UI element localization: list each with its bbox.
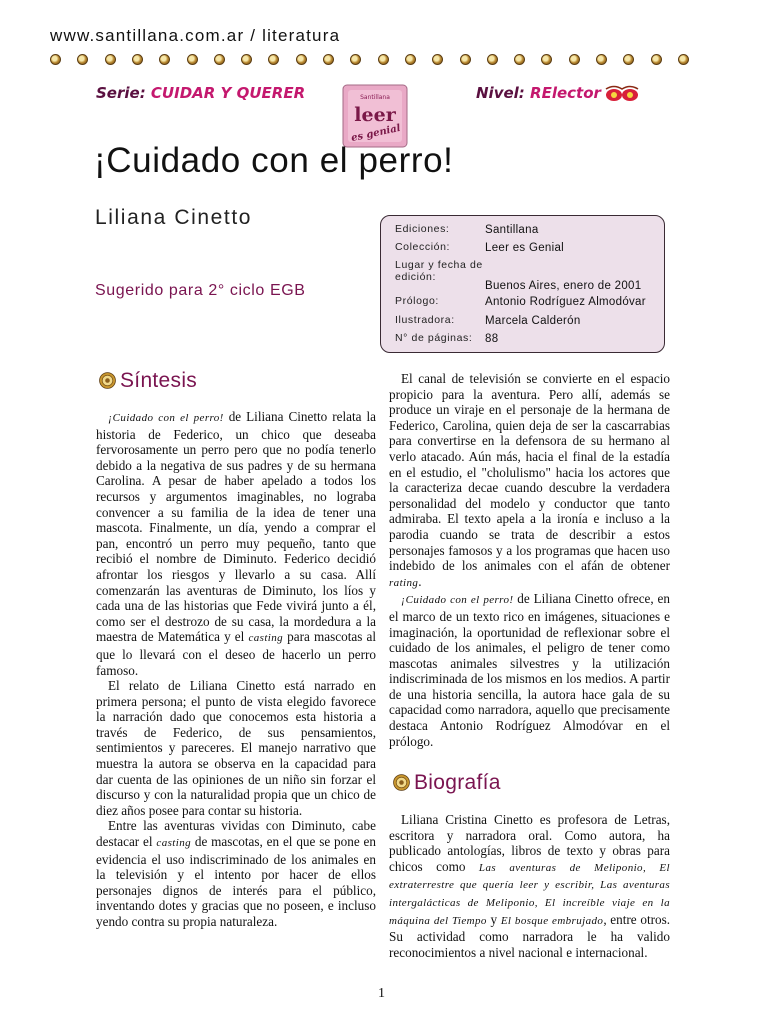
book-titles-list: Las aventuras de Meliponio, El extraterrestre que quería leer y escribir, Las aventuras intergalácticas de Meliponio, El increíble viaje en la máquina del Tiempo bbox=[389, 861, 670, 927]
info-value: Antonio Rodríguez Almodóvar bbox=[485, 296, 646, 309]
decorative-dot bbox=[460, 54, 471, 65]
book-title: ¡Cuidado con el perro! bbox=[94, 141, 454, 180]
info-key: Lugar y fecha de edición: bbox=[395, 259, 483, 283]
analysis-paragraph bbox=[389, 371, 670, 591]
info-key: Colección: bbox=[395, 241, 451, 254]
book-author: Liliana Cinetto bbox=[95, 206, 253, 229]
serie-label bbox=[96, 84, 305, 102]
book-title-inline: El bosque embrujado bbox=[500, 914, 604, 927]
info-value: Marcela Calderón bbox=[485, 314, 581, 327]
text-run: para mascotas al que lo llevará con el deseo de hacerlo un perro famoso. bbox=[96, 629, 376, 678]
decorative-dot bbox=[651, 54, 662, 65]
text-run: de mascotas, en el que se pone en evidencia el uso indiscriminado de los animales en la televisión y el intento por hacer de ellos personajes dignos de interés para el público, inventando dotes y gracias que no poseen, e incluso yendo contra su propia naturaleza. bbox=[96, 834, 376, 929]
info-row-ediciones bbox=[395, 224, 664, 242]
text-run: El canal de televisión se convierte en el espacio propicio para la aventura. Pero allí, además se produce un viraje en el personaje de la hermana de Federico, Carolina, quien deja de ser la cascarrabias para convertirse en la defensora de su hermano al verlo atacado. Aún más, hacia el final de la estadía en el estudio, el "cholulismo" hacia los actores que la caracteriza decae cuando descubre la verdadera personalidad del modelo y conductor que tanto admiraba. El texto apela a la ironía e incluso a la parodia cuando se trata de describir a estos personajes famosos y a los programas que hacen uso indebido de los animales con el afán de obtener bbox=[389, 371, 670, 574]
text-run: . bbox=[418, 573, 422, 589]
info-key: N° de páginas: bbox=[395, 331, 473, 344]
logo-word-leer: leer bbox=[354, 104, 396, 126]
decorative-dot bbox=[105, 54, 116, 65]
info-key: Ediciones: bbox=[395, 223, 450, 235]
suggested-level: Sugerido para 2° ciclo EGB bbox=[95, 282, 306, 299]
biografia-text bbox=[389, 812, 670, 960]
decorative-dot bbox=[50, 54, 61, 65]
decorative-dot bbox=[432, 54, 443, 65]
nivel-label bbox=[476, 84, 601, 102]
italic-term: casting bbox=[156, 837, 191, 850]
decorative-dot bbox=[596, 54, 607, 65]
reader-eyes-icon bbox=[604, 85, 640, 103]
sintesis-paragraph bbox=[96, 409, 376, 678]
info-row-prologo bbox=[395, 296, 664, 314]
info-row-paginas bbox=[395, 333, 664, 351]
text-run: Liliana Cristina Cinetto es profesora de Letras, escritora y narradora oral. Como autora, ha publicado antologías, libros de texto y obras para chicos como bbox=[389, 812, 670, 874]
info-value: Buenos Aires, enero de 2001 bbox=[485, 280, 642, 293]
info-value: Santillana bbox=[485, 224, 539, 236]
italic-term: rating bbox=[389, 576, 419, 589]
nivel-value: RElector bbox=[530, 84, 601, 102]
decorative-dot bbox=[487, 54, 498, 65]
biografia-paragraph bbox=[389, 812, 670, 960]
serie-value: CUIDAR Y QUERER bbox=[150, 84, 306, 102]
site-url[interactable]: www.santillana.com.ar / literatura bbox=[50, 26, 341, 45]
sintesis-text bbox=[96, 409, 376, 930]
sintesis-heading: Síntesis bbox=[120, 369, 198, 392]
info-value: Leer es Genial bbox=[485, 242, 564, 255]
decorative-dot bbox=[405, 54, 416, 65]
logo-brand: Santillana bbox=[360, 94, 390, 101]
info-value: 88 bbox=[485, 332, 499, 345]
text-run: y bbox=[486, 911, 501, 927]
info-row-lugar-fecha bbox=[395, 260, 664, 296]
info-key: Prólogo: bbox=[395, 295, 439, 308]
book-info-box bbox=[380, 215, 665, 353]
sintesis-paragraph bbox=[96, 818, 376, 929]
decorative-dot bbox=[514, 54, 525, 65]
decorative-dot bbox=[77, 54, 88, 65]
decorative-dot bbox=[678, 54, 689, 65]
decorative-dot bbox=[241, 54, 252, 65]
decorative-dot bbox=[132, 54, 143, 65]
info-row-coleccion bbox=[395, 242, 664, 260]
nivel-key: Nivel: bbox=[476, 84, 525, 102]
medallion-icon bbox=[393, 774, 410, 791]
decorative-dot bbox=[623, 54, 634, 65]
decorative-dot bbox=[214, 54, 225, 65]
info-row-ilustradora bbox=[395, 315, 664, 333]
italic-term: casting bbox=[248, 632, 284, 645]
decorative-dot-row bbox=[50, 54, 690, 66]
book-title-inline: ¡Cuidado con el perro! bbox=[108, 412, 224, 424]
serie-key: Serie: bbox=[96, 84, 146, 102]
page-number: 1 bbox=[378, 986, 385, 1001]
analysis-text bbox=[389, 371, 670, 749]
decorative-dot bbox=[187, 54, 198, 65]
analysis-paragraph bbox=[389, 591, 670, 749]
text-run: , entre otros. Su actividad como narradora le ha valido reconocimientos a nivel nacional e internacional. bbox=[389, 911, 671, 960]
medallion-icon bbox=[99, 372, 116, 389]
text-run: de Liliana Cinetto relata la historia de Federico, un chico que deseaba fervorosamente un perro pero que no podía tenerlo debido a la negativa de sus padres y de su hermana Carolina. A pesar de haber apelado a todos los recursos y argumentos imaginables, no lograba convencer a su familia de la idea de tener una mascota. Finalmente, un día, yendo a comprar el pan, encontró un perro muy pequeño, tanto que recibió el nombre de Diminuto. Federico decidió afrontar los riesgos y llevarlo a su casa. Allí comenzarán las aventuras de Diminuto, los líos y cada una de las historias que Fede vivirá junto a él, como ser el destrozo de su casa, la mordedura a la maestra de Matemática y el bbox=[96, 409, 376, 645]
decorative-dot bbox=[296, 54, 307, 65]
info-key: Ilustradora: bbox=[395, 313, 455, 326]
decorative-dot bbox=[159, 54, 170, 65]
text-run: de Liliana Cinetto ofrece, en el marco de un texto rico en imágenes, situaciones e imaginación, la oportunidad de reflexionar sobre el cuidado de los animales, el peligro de tener como mascotas animales silvestres y la utilización indiscriminada de los mismos en los medios. A partir de una historia sencilla, la autora hace gala de su capacidad como narradora, aquello que precisamente destaca Antonio Rodríguez Almodóvar en el prólogo. bbox=[389, 591, 670, 749]
text-run: Entre las aventuras vividas con Diminuto, cabe destacar el bbox=[96, 818, 376, 850]
sintesis-paragraph: El relato de Liliana Cinetto está narrado en primera persona; el punto de vista elegido favorece la narración dado que conocemos esta historia a través de Federico, de sus pensamientos, sentimientos y pareceres. El manejo narrativo que muestra la autora se observa en la capacidad para dar cuenta de las opiniones de un niño sin forzar el discurso y con la naturalidad propia que un chico de diez años posee para contar su historia. bbox=[96, 678, 376, 818]
decorative-dot bbox=[541, 54, 552, 65]
decorative-dot bbox=[378, 54, 389, 65]
decorative-dot bbox=[350, 54, 361, 65]
decorative-dot bbox=[268, 54, 279, 65]
biografia-heading: Biografía bbox=[414, 771, 501, 794]
decorative-dot bbox=[323, 54, 334, 65]
leer-es-genial-logo bbox=[342, 84, 408, 148]
logo-word-genial: es genial bbox=[350, 122, 402, 145]
book-title-inline: ¡Cuidado con el perro! bbox=[401, 594, 514, 607]
decorative-dot bbox=[569, 54, 580, 65]
